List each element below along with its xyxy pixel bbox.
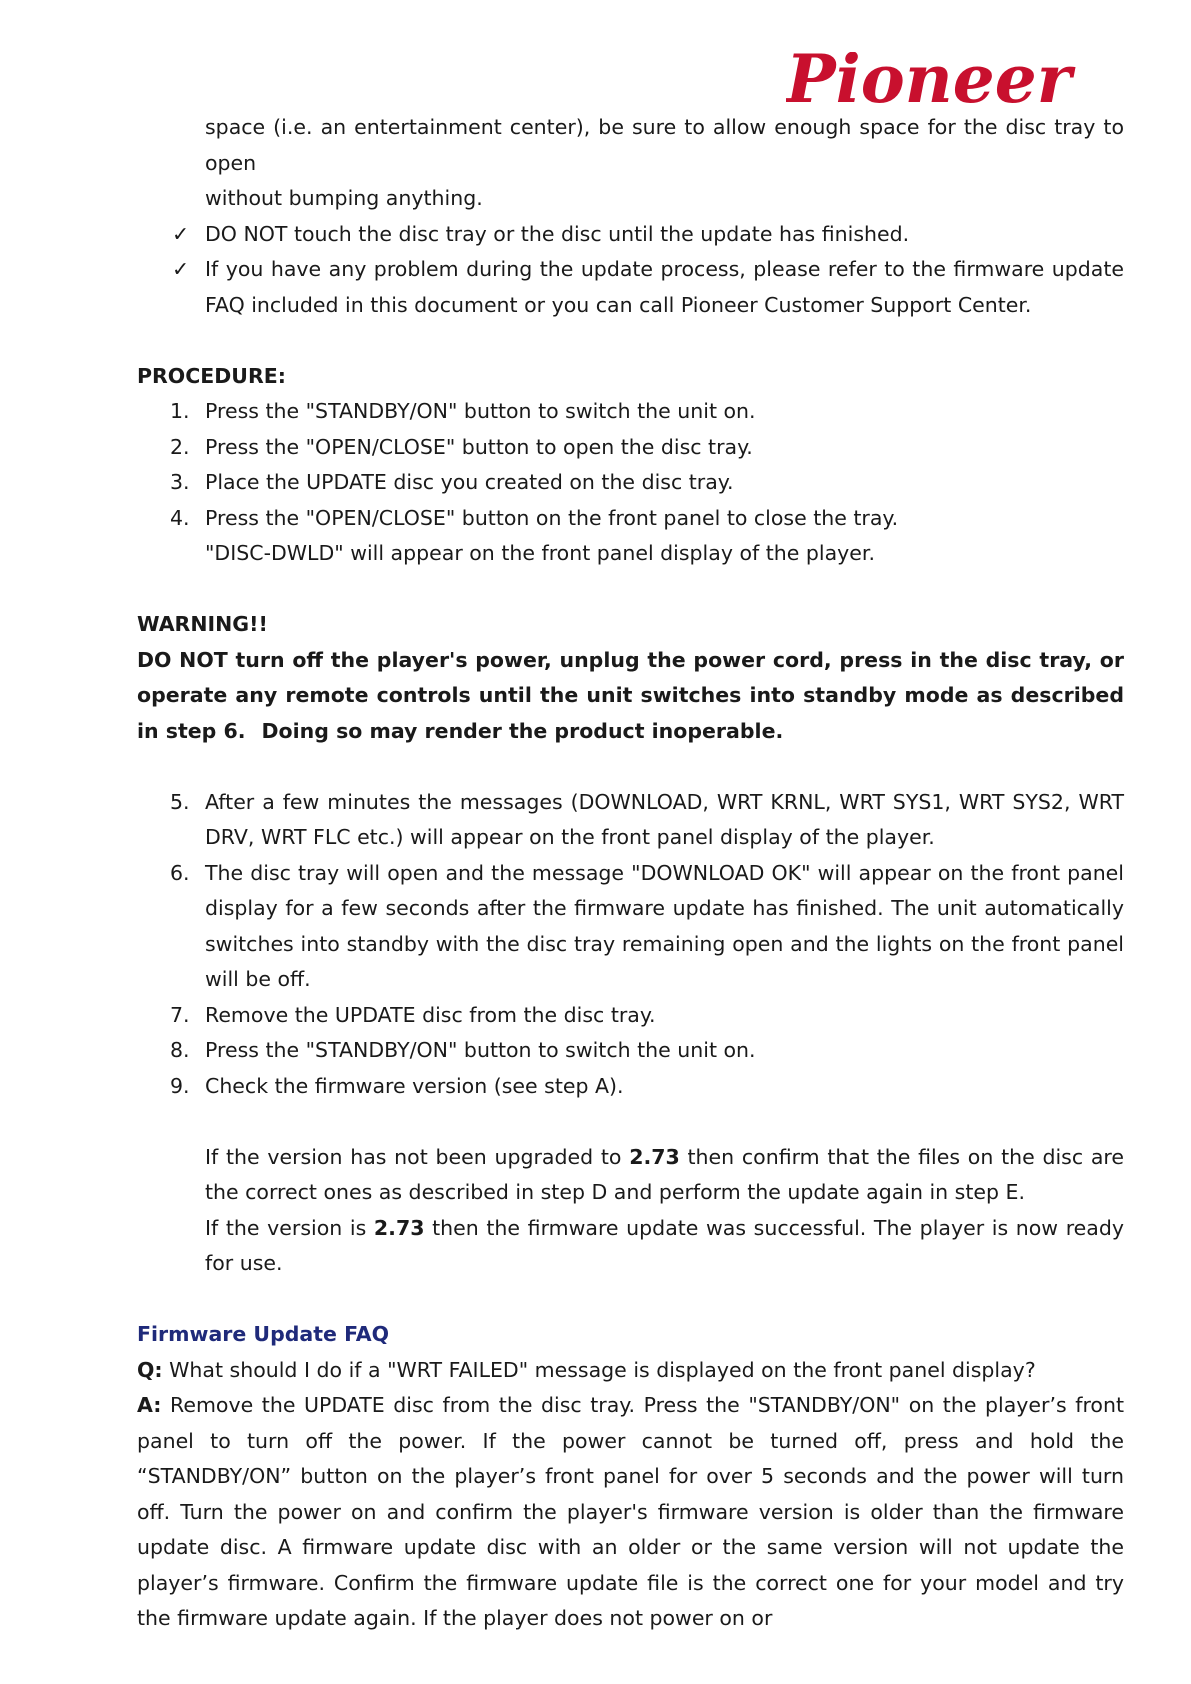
version-number: 2.73 — [373, 1215, 425, 1240]
version-success-paragraph — [137, 1211, 1124, 1282]
procedure-step — [137, 998, 1124, 1034]
version-text: then confirm that the files on the disc are the correct ones as described in step D and perform the update again in step E. — [205, 1144, 1125, 1204]
procedure-step — [137, 785, 1124, 856]
faq-question — [137, 1353, 1124, 1389]
procedure-step — [137, 430, 1124, 466]
warning-heading: WARNING!! — [137, 612, 268, 636]
answer-text: Remove the UPDATE disc from the disc tray. Press the "STANDBY/ON" on the player’s front panel to turn off the power. If the power cannot be turned off, press and hold the “STANDBY/ON” button on the player’s front panel for over 5 seconds and the power will turn off. Turn the power on and confirm the player's firmware version is older than the firmware update disc. A firmware update disc with an older or the same version will not update the player’s firmware. Confirm the firmware update file is the correct one for your model and try the firmware update again. If the player does not power on or — [137, 1393, 1124, 1630]
question-label: Q: — [137, 1357, 163, 1382]
procedure-heading: PROCEDURE: — [137, 363, 286, 388]
step-text: Press the "OPEN/CLOSE" button to open the disc tray. — [205, 434, 753, 459]
step-number: 6. — [170, 860, 190, 885]
procedure-step — [137, 394, 1124, 430]
check-item — [137, 252, 1124, 323]
step-text: Press the "OPEN/CLOSE" button on the front panel to close the tray. — [205, 505, 899, 530]
procedure-step — [137, 1069, 1124, 1105]
step-number: 5. — [170, 789, 190, 814]
step-text: Press the "STANDBY/ON" button to switch the unit on. — [205, 399, 756, 423]
step-extra-text: "DISC-DWLD" will appear on the front panel display of the player. — [205, 541, 875, 565]
check-icon: ✓ — [172, 221, 190, 246]
faq-answer — [137, 1388, 1124, 1637]
version-text: If the version is — [205, 1215, 374, 1240]
step-number: 7. — [170, 1002, 190, 1027]
warning-body — [137, 643, 1124, 750]
step-number: 9. — [170, 1073, 190, 1098]
procedure-step — [137, 465, 1124, 501]
version-number: 2.73 — [629, 1144, 680, 1169]
version-check-paragraph — [137, 1140, 1124, 1211]
step-number: 3. — [170, 470, 190, 494]
logo-text: Pioneer — [786, 52, 1072, 110]
step-number: 8. — [170, 1038, 190, 1062]
pioneer-logo-graphic — [786, 52, 1132, 110]
step-text: Place the UPDATE disc you created on the disc tray. — [205, 470, 734, 494]
step-text: Check the firmware version (see step A). — [205, 1073, 624, 1098]
version-text: then the firmware update was successful. The player is now ready for use. — [205, 1215, 1124, 1275]
procedure-step — [137, 501, 1124, 572]
intro-continued — [137, 110, 1124, 217]
intro-line-1: space (i.e. an entertainment center), be sure to allow enough space for the disc tray to open — [205, 115, 1124, 175]
procedure-step — [137, 856, 1124, 998]
check-item-text: DO NOT touch the disc tray or the disc until the update has finished. — [205, 221, 910, 246]
question-text: What should I do if a "WRT FAILED" message is displayed on the front panel display? — [162, 1357, 1036, 1382]
procedure-step — [137, 1033, 1124, 1069]
step-text: The disc tray will open and the message "DOWNLOAD OK" will appear on the front panel display for a few seconds after the firmware update has finished. The unit automatically switches into standby with the disc tray remaining open and the lights on the front panel will be off. — [205, 860, 1124, 991]
intro-line-2: without bumping anything. — [205, 186, 483, 210]
step-text: After a few minutes the messages (DOWNLOAD, WRT KRNL, WRT SYS1, WRT SYS2, WRT DRV, WRT FLC etc.) will appear on the front panel display of the player. — [205, 789, 1124, 849]
warning-text-2: Doing so may render the product inoperable. — [261, 718, 784, 743]
faq-title: Firmware Update FAQ — [137, 1322, 390, 1346]
step-text: Remove the UPDATE disc from the disc tray. — [205, 1002, 656, 1027]
check-item — [137, 217, 1124, 253]
step-number: 4. — [170, 505, 190, 530]
version-text: If the version has not been upgraded to — [205, 1144, 630, 1169]
step-number: 1. — [170, 399, 190, 423]
check-item-text: If you have any problem during the update process, please refer to the firmware update FAQ included in this document or you can call Pioneer Customer Support Center. — [205, 257, 1124, 317]
answer-label: A: — [137, 1393, 162, 1417]
check-icon: ✓ — [172, 257, 190, 281]
pioneer-logo — [786, 52, 1132, 110]
warning-text-1: DO NOT turn off the player's power, unplug the power cord, press in the disc tray, or operate any remote controls until the unit switches into standby mode as described in step 6. — [137, 647, 1124, 743]
document-body — [137, 110, 1124, 1637]
step-text: Press the "STANDBY/ON" button to switch the unit on. — [205, 1038, 756, 1062]
step-number: 2. — [170, 434, 190, 459]
